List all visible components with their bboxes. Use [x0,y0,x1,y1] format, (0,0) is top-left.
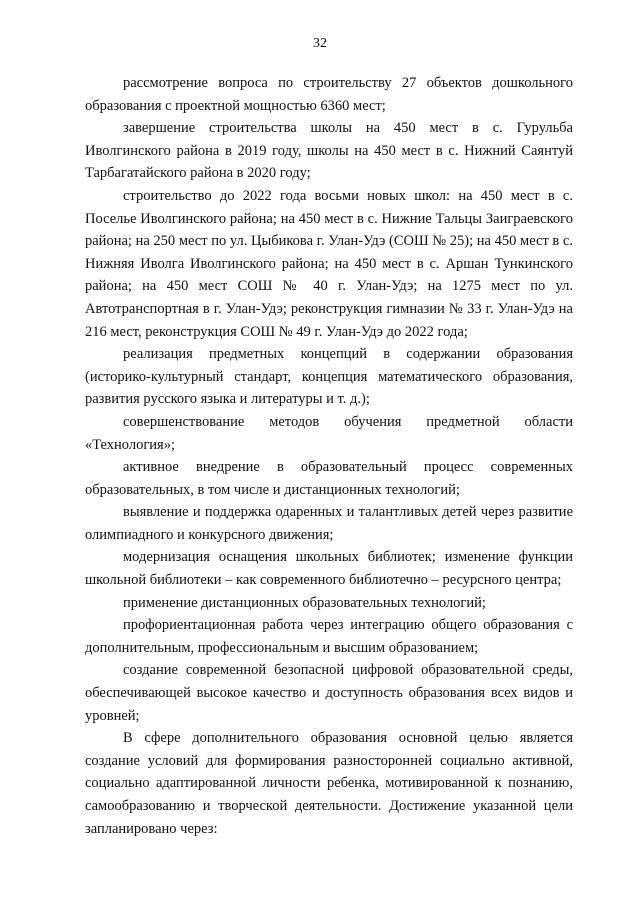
paragraph: реализация предметных концепций в содержании образования (историко-культурный стандарт, концепция математического образования, развития русского языка и литературы и т. д.); [85,346,573,408]
paragraph: применение дистанционных образовательных технологий; [123,594,486,611]
page-number: 32 [313,36,327,51]
paragraph: создание современной безопасной цифровой образовательной среды, обеспечивающей высокое качество и доступность образования всех видов и уровней; [85,662,573,724]
paragraph: совершенствование методов обучения предметной области «Технология»; [85,413,573,453]
paragraph: выявление и поддержка одаренных и талантливых детей через развитие олимпиадного и конкурсного движения; [85,504,573,543]
page-body [85,72,573,840]
paragraph: рассмотрение вопроса по строительству 27 объектов дошкольного образования с проектной мощностью 6360 мест; [85,75,573,114]
paragraph: завершение строительства школы на 450 мест в с. Гурульба Иволгинского района в 2019 году, школы на 450 мест в с. Нижний Саянтуй Тарбагатайского района в 2020 году; [85,120,573,182]
paragraph: профориентационная работа через интеграцию общего образования с дополнительным, профессиональным и высшим образованием; [85,617,573,656]
paragraph: модернизация оснащения школьных библиотек; изменение функции школьной библиотеки – как современного библиотечно – ресурсного центра; [85,549,573,589]
paragraph: строительство до 2022 года восьми новых школ: на 450 мест в с. Поселье Иволгинского района; на 450 мест в с. Нижние Тальцы Заиграевского района; на 250 мест по ул. Цыбикова г. Улан-Удэ (СОШ № 25); на 450 мест в с. Нижняя Иволга Иволгинского района; на 450 мест в с. Аршан Тункинского района; на 450 мест СОШ № 40 г. Улан-Удэ; на 1275 мест по ул. Автотранспортная в г. Улан-Удэ; реконструкция гимназии № 33 г. Улан-Удэ на 216 мест, реконструкция СОШ № 49 г. Улан-Удэ до 2022 года; [85,187,573,340]
paragraph: активное внедрение в образовательный процесс современных образовательных, в том числе и дистанционных технологий; [85,459,573,498]
paragraph: В сфере дополнительного образования основной целью является создание условий для формирования разносторонней социально активной, социально адаптированной личности ребенка, мотивированной к познанию, самообразованию и творческой деятельности. Достижение указанной цели запланировано через: [85,730,573,837]
